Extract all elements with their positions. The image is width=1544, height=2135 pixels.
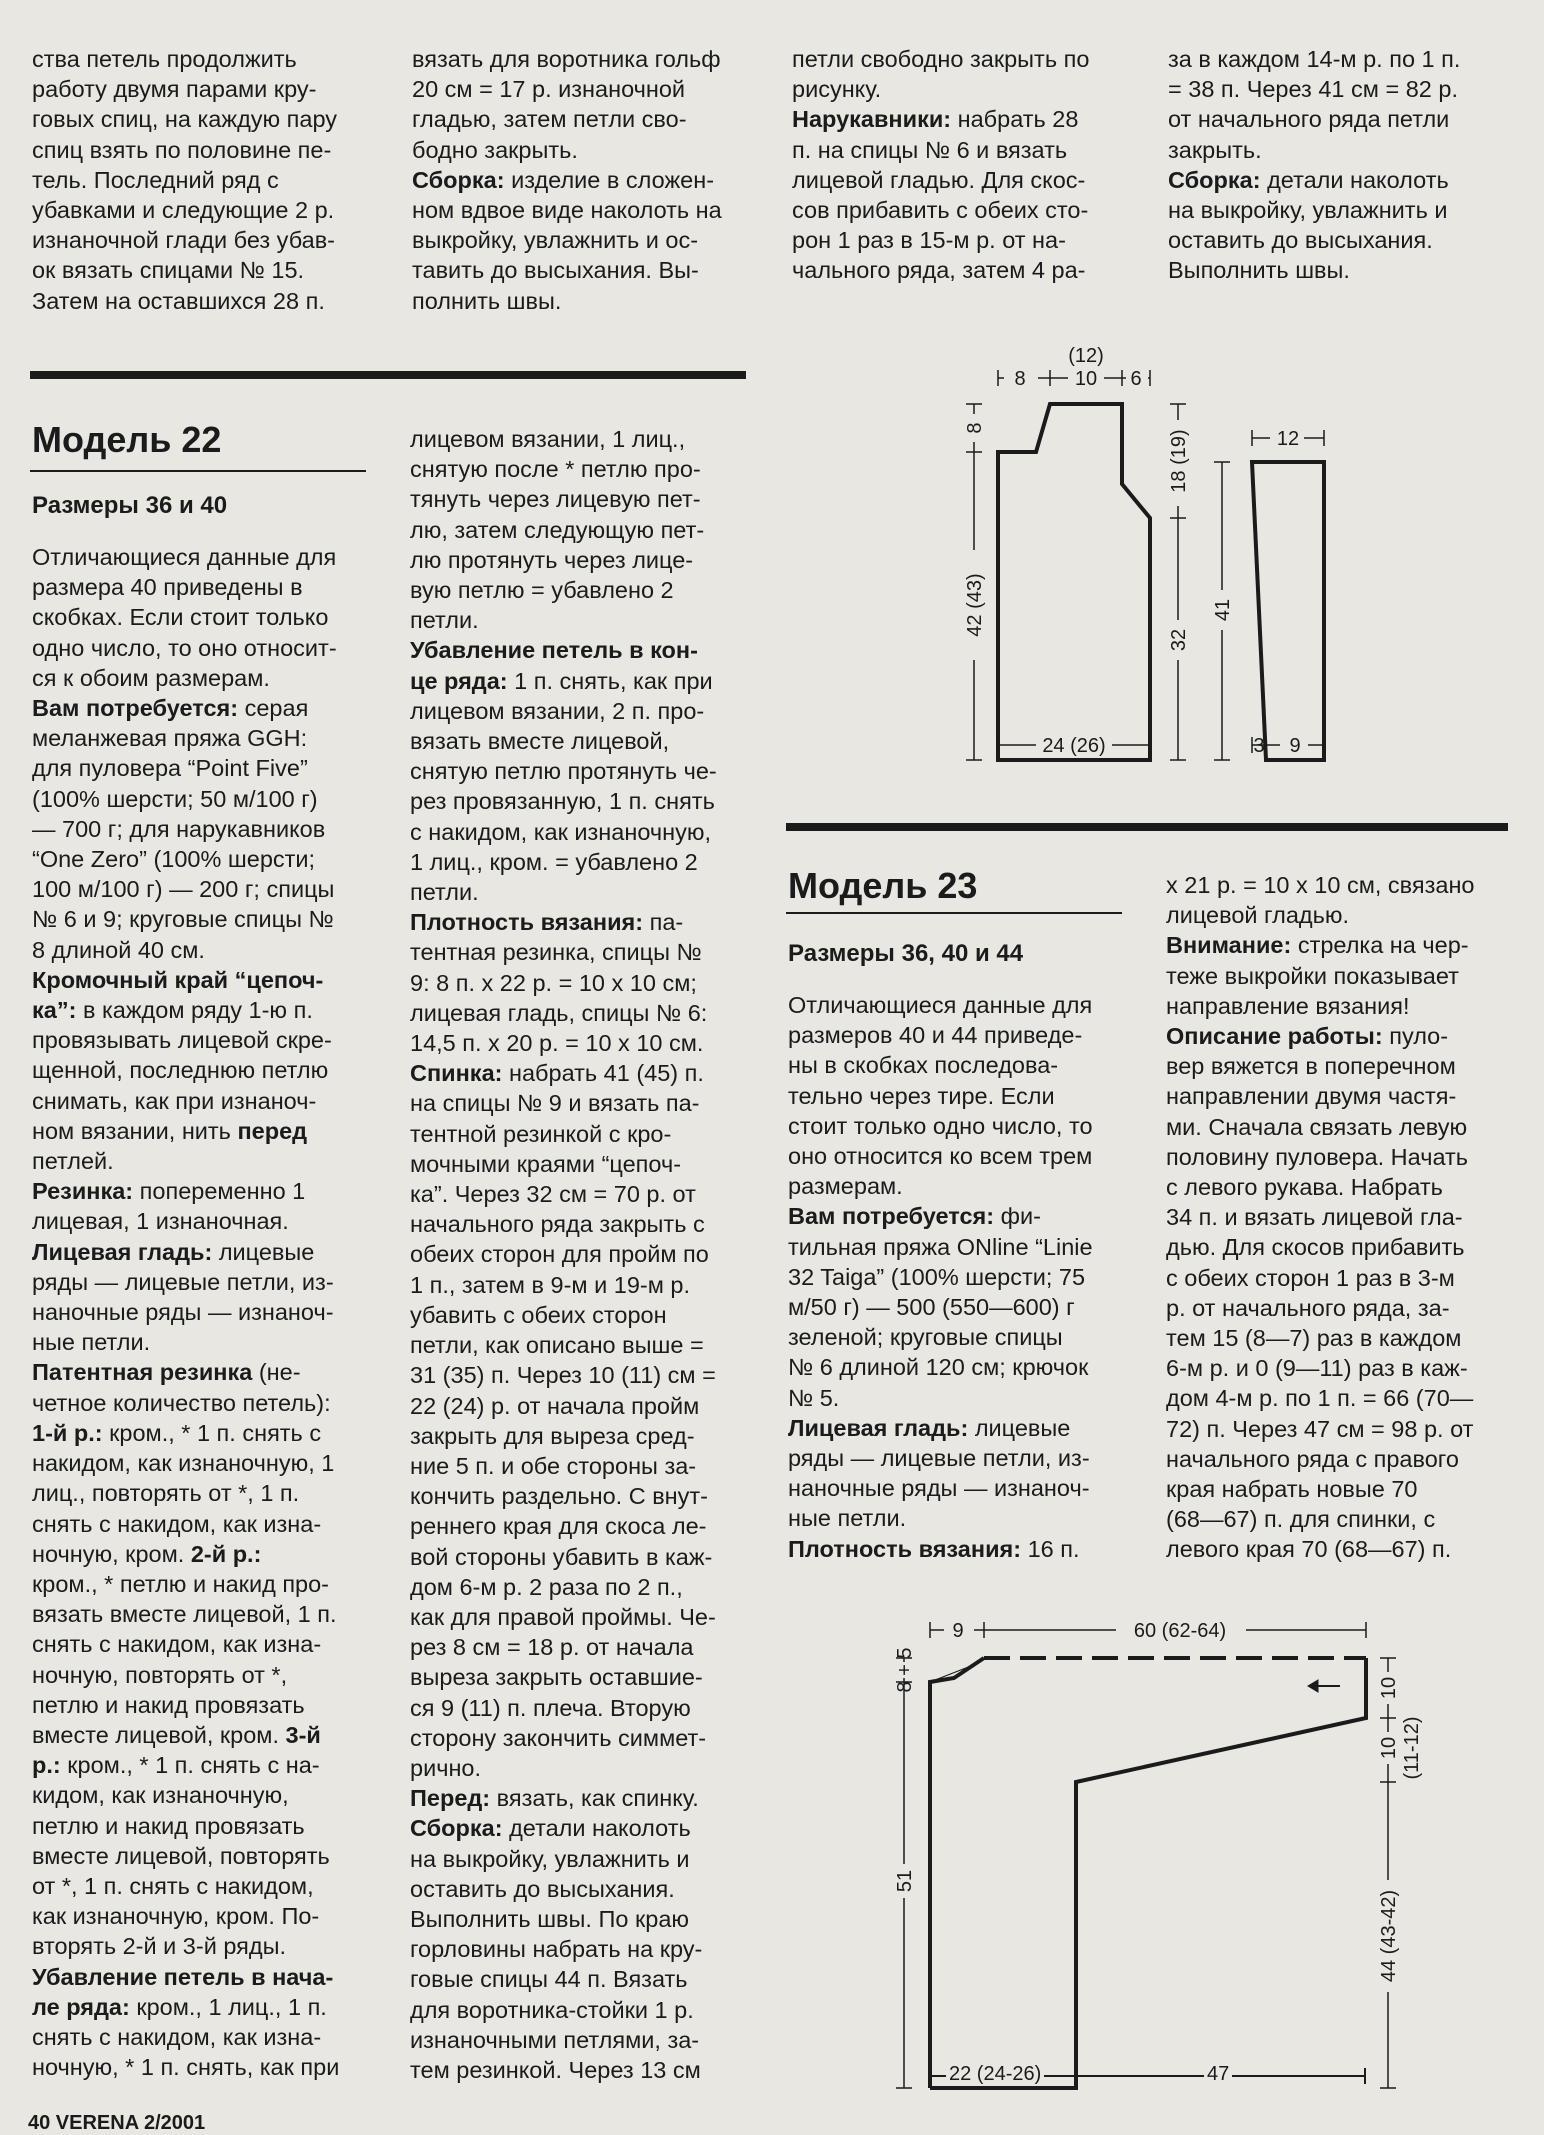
model-23-col-2-line: р. от начального ряда, за- <box>1166 1294 1450 1321</box>
model-22-col-1-line: одно число, то оно относит- <box>32 634 337 661</box>
dim-bottom: 24 (26) <box>1042 735 1106 757</box>
model-22-col-2-line: горловины набрать на кру- <box>410 1936 703 1963</box>
model-23-col-2-line: дом 4-м р. по 1 п. = 66 (70— <box>1166 1385 1474 1412</box>
model-23-col-2-line: х 21 р. = 10 х 10 см, связано <box>1166 872 1475 898</box>
model-22-col-1-line: Убавление петель в нача- <box>32 1963 334 1990</box>
model-22-sizes: Размеры 36 и 40 <box>32 492 228 519</box>
model-23-col-1-line: размеров 40 и 44 приведе- <box>788 1022 1083 1049</box>
model-22-col-2-line: 31 (35) п. Через 10 (11) см = <box>410 1362 716 1389</box>
model-23-col-1-line: ны в скобках последова- <box>788 1052 1059 1079</box>
top-col-3: петли свободно закрыть по рисунку. Нарукавники: набрать 28 п. на спицы № 6 и вязать лицевой гладью. Для скос- сов прибавить с обеих сто- рон 1 раз в 15-м р. от на- чального ряда, затем 4 ра- <box>792 44 1124 286</box>
model-22-col-2-line: тентная резинка, спицы № <box>410 939 702 966</box>
model-22-col-2-line: снятую после * петлю про- <box>410 456 701 483</box>
model-22-col-1-line: меланжевая пряжа GGH: <box>32 725 308 752</box>
dim-sleeve-bottom-b: 9 <box>1289 735 1301 757</box>
model-22-col-1-line: петлю и накид провязать <box>32 1812 305 1839</box>
model-22-col-2-line: Выполнить швы. По краю <box>410 1905 690 1932</box>
model-22-col-2-line: петли, как описано выше = <box>410 1332 704 1359</box>
model-23-col-1-line: ряды — лицевые петли, из- <box>788 1445 1090 1472</box>
model-23-col-1 <box>788 990 1122 1564</box>
model-23-col-1-line: оно относится ко всем трем <box>788 1143 1093 1170</box>
model-23-col-1-line: тельно через тире. Если <box>788 1082 1055 1109</box>
model-22-col-2-line: убавить с обеих сторон <box>410 1301 667 1328</box>
bottom-dim-tick-mid <box>1076 2068 1078 2084</box>
model-23-sizes: Размеры 36, 40 и 44 <box>788 940 1024 967</box>
model-22-col-2-line: тем резинкой. Через 13 см <box>410 2056 701 2083</box>
model-23-col-2-line: направление вязания! <box>1166 992 1410 1019</box>
assembly-label: Сборка: <box>412 166 505 193</box>
dim-bottom-right-23: 47 <box>1204 2063 1232 2086</box>
top-col-1-line: убавками и следующие 2 р. <box>32 197 335 224</box>
dim-bottom-left-23: 22 (24-26) <box>946 2063 1044 2086</box>
model-22-col-1 <box>32 542 364 2082</box>
model-22-col-1-line: ся к обоим размерам. <box>32 664 270 691</box>
body-outline <box>998 404 1150 760</box>
dim-armhole: 18 (19) <box>1168 429 1190 493</box>
top-col-4-line: за в каждом 14-м р. по 1 п. <box>1168 46 1461 72</box>
model-22-col-1-line: вместе лицевой, кром. 3-й <box>32 1721 321 1748</box>
model-22-col-2-line: лицевая гладь, спицы № 6: <box>410 999 708 1026</box>
top-col-3-line: петли свободно закрыть по <box>792 46 1090 72</box>
model-22-col-1-line: щенной, последнюю петлю <box>32 1057 329 1084</box>
wristlets-label: Нарукавники: <box>792 106 952 133</box>
model-23-col-1-line: стоит только одно число, то <box>788 1112 1093 1139</box>
top-col-1 <box>32 44 364 316</box>
model-22-col-1-line: 100 м/100 г) — 200 г; спицы <box>32 876 335 903</box>
bottom-dim-tick-left <box>930 2068 932 2084</box>
model-23-col-2-line: Описание работы: пуло- <box>1166 1023 1449 1050</box>
model-22-col-2-line: закрыть для выреза сред- <box>410 1422 695 1449</box>
top-col-2-line: полнить швы. <box>412 287 562 314</box>
title-underline-23 <box>786 912 1122 914</box>
model-22-col-2-line: петли. <box>410 879 479 906</box>
model-22-col-1-line: Патентная резинка (не- <box>32 1359 301 1386</box>
dim-top-mid: 10 <box>1074 368 1098 390</box>
model-22-col-2-line: вую петлю = убавлено 2 <box>410 577 674 604</box>
title-underline-22 <box>30 470 366 472</box>
top-col-3-line: чального ряда, затем 4 ра- <box>792 257 1086 284</box>
model-22-col-2-line: сторону закончить симмет- <box>410 1724 707 1751</box>
top-col-1-line: ок вязать спицами № 15. <box>32 257 305 284</box>
assembly-label-2: Сборка: <box>1168 166 1261 193</box>
model-23-col-1-line: наночные ряды — изнаноч- <box>788 1475 1090 1502</box>
model-22-col-1-line: р.: кром., * 1 п. снять с на- <box>32 1752 320 1779</box>
model-22-col-2-line: Сборка: детали наколоть <box>410 1815 691 1842</box>
top-col-4-line: оставить до высыхания. <box>1168 227 1433 254</box>
model-22-col-1-line: лицевая, 1 изнаночная. <box>32 1208 289 1235</box>
model-23-col-2-line: лицевой гладью. <box>1166 902 1349 929</box>
dim-right-mid-b-23: (11-12) <box>1401 1716 1423 1780</box>
top-col-2-line: тавить до высыхания. Вы- <box>412 257 699 284</box>
model-23-col-2-line: направлении двумя частя- <box>1166 1083 1457 1110</box>
model-22-col-1-line: ные петли. <box>32 1329 151 1356</box>
model-22-col-2-line: дом 6-м р. 2 раза по 2 п., <box>410 1573 683 1600</box>
dim-top-main-23: 60 (62-64) <box>1133 1620 1227 1642</box>
model-22-col-2-line: ка”. Через 32 см = 70 р. от <box>410 1181 696 1208</box>
model-23-col-2 <box>1166 870 1500 1565</box>
model-23-col-1-line: № 5. <box>788 1384 840 1411</box>
top-col-2-line: вязать для воротника гольф <box>412 46 721 72</box>
model-22-col-1-line: Резинка: попеременно 1 <box>32 1178 306 1205</box>
model-22-col-1-line: кром., * петлю и накид про- <box>32 1570 330 1597</box>
model-22-col-2-line: 1 лиц., кром. = убавлено 2 <box>410 848 698 875</box>
model-23-col-1-line: Плотность вязания: 16 п. <box>788 1535 1080 1562</box>
model-22-col-1-line: накидом, как изнаночную, 1 <box>32 1450 335 1477</box>
model-22-col-2-line: реннего края для скоса ле- <box>410 1513 707 1540</box>
top-col-3-line: сов прибавить с обеих сто- <box>792 197 1089 224</box>
top-col-1-line: спиц взять по половине пе- <box>32 136 332 163</box>
model-23-col-1-line: ные петли. <box>788 1505 907 1532</box>
model-23-col-1-line: м/50 г) — 500 (550—600) г <box>788 1294 1075 1321</box>
model-23-col-1-line: зеленой; круговые спицы <box>788 1324 1063 1351</box>
model-22-col-2-line: оставить до высыхания. <box>410 1875 675 1902</box>
model-22-col-1-line: Отличающиеся данные для <box>32 544 337 570</box>
model-22-col-1-line: четное количество петель): <box>32 1389 331 1416</box>
model-22-col-2-line: кончить раздельно. С внут- <box>410 1483 708 1510</box>
model-22-col-2-line: начального ряда закрыть с <box>410 1211 705 1238</box>
top-col-1-line: ства петель продолжить <box>32 46 297 72</box>
model-22-col-1-line: вторять 2-й и 3-й ряды. <box>32 1933 287 1960</box>
model-22-col-1-line: ночную, повторять от *, <box>32 1661 288 1688</box>
model-22-col-2-line: тянуть через лицевую пет- <box>410 486 701 513</box>
model-23-col-1-line: № 6 длиной 120 см; крючок <box>788 1354 1089 1381</box>
model-22-col-1-line: вязать вместе лицевой, 1 п. <box>32 1601 337 1628</box>
model-22-col-1-line: Лицевая гладь: лицевые <box>32 1238 315 1265</box>
model-22-col-2-line: тентной резинкой с кро- <box>410 1120 672 1147</box>
model-22-col-2-line: вязать вместе лицевой, <box>410 728 670 755</box>
dim-right-bottom-23: 44 (43-42) <box>1378 1889 1400 1983</box>
model-22-col-1-line: скобках. Если стоит только <box>32 604 329 631</box>
model-23-col-2-line: (68—67) п. для спинки, с <box>1166 1506 1436 1533</box>
model-22-col-2-line: Спинка: набрать 41 (45) п. <box>410 1060 704 1087</box>
model-23-pattern-schema <box>890 1608 1430 2108</box>
model-22-col-1-line: № 6 и 9; круговые спицы № <box>32 906 334 933</box>
model-22-col-2-line: лицевом вязании, 1 лиц., <box>410 426 686 452</box>
top-col-1-line: работу двумя парами кру- <box>32 76 317 103</box>
model-23-col-1-line: Вам потребуется: фи- <box>788 1203 1041 1230</box>
model-22-col-2-line: Плотность вязания: па- <box>410 909 684 936</box>
model-22-col-1-line: от *, 1 п. снять с накидом, <box>32 1872 314 1899</box>
model-23-col-2-line: Внимание: стрелка на чер- <box>1166 932 1469 959</box>
model-22-col-2-line: вой стороны убавить в каж- <box>410 1543 713 1570</box>
dim-top-left-23: 9 <box>952 1620 964 1642</box>
model-22-col-2-line: лицевом вязании, 2 п. про- <box>410 697 705 724</box>
model-22-col-1-line: (100% шерсти; 50 м/100 г) <box>32 785 318 812</box>
section-rule-23 <box>786 823 1508 831</box>
top-col-2-line: 20 см = 17 р. изнаночной <box>412 76 686 103</box>
top-col-2-line: бодно закрыть. <box>412 136 578 163</box>
model-22-col-2-line: на выкройку, увлажнить и <box>410 1845 690 1872</box>
model-22-col-1-line: размера 40 приведены в <box>32 574 303 601</box>
dim-top-left: 8 <box>1014 368 1026 390</box>
model-22-col-1-line: 1-й р.: кром., * 1 п. снять с <box>32 1419 322 1446</box>
model-22-col-2-line: рично. <box>410 1754 482 1781</box>
dim-left-top-23: 8 + 5 <box>894 1647 916 1693</box>
model-22-col-1-line: 8 длиной 40 см. <box>32 936 205 963</box>
model-22-title: Модель 22 <box>32 419 222 460</box>
model-22-col-2-line: с накидом, как изнаночную, <box>410 818 712 845</box>
top-col-1-line: говых спиц, на каждую пару <box>32 106 338 133</box>
top-col-4-line: на выкройку, увлажнить и <box>1168 197 1448 224</box>
model-22-pattern-schema <box>950 340 1510 780</box>
model-22-col-2-line: снятую петлю протянуть че- <box>410 758 717 785</box>
top-col-4-line: от начального ряда петли <box>1168 106 1450 133</box>
dim-top-paren: (12) <box>1068 345 1104 367</box>
model-22-col-1-line: ночную, * 1 п. снять, как при <box>32 2054 340 2081</box>
model-23-col-1-line: тильная пряжа ONline “Linie <box>788 1233 1093 1260</box>
model-23-col-2-line: с левого рукава. Набрать <box>1166 1174 1443 1201</box>
dim-left-main-23: 51 <box>894 1869 916 1893</box>
model-22-col-1-line: провязывать лицевой скре- <box>32 1027 332 1054</box>
model-22-col-1-line: вместе лицевой, повторять <box>32 1842 330 1869</box>
top-col-4-line: закрыть. <box>1168 136 1262 163</box>
model-22-col-1-line: для пуловера “Point Five” <box>32 755 308 782</box>
model-22-col-1-line: петлей. <box>32 1148 114 1175</box>
model-23-col-2-line: 6-м р. и 0 (9—11) раз в каж- <box>1166 1355 1468 1382</box>
model-23-title: Модель 23 <box>788 865 978 906</box>
model-22-col-1-line: ном вязании, нить перед <box>32 1117 308 1144</box>
model-22-col-2-line: 1 п., затем в 9-м и 19-м р. <box>410 1271 690 1298</box>
top-col-1-line: изнаночной глади без убав- <box>32 227 335 254</box>
top-col-3-line: рон 1 раз в 15-м р. от на- <box>792 227 1066 254</box>
dim-right-top-23: 10 <box>1378 1676 1400 1700</box>
dim-top-right: 6 <box>1130 368 1142 390</box>
model-22-col-2-line: мочными краями “цепоч- <box>410 1150 682 1177</box>
page-footer: 40 VERENA 2/2001 <box>28 2112 206 2134</box>
model-22-col-2-line: лю, затем следующую пет- <box>410 516 705 543</box>
model-23-col-1-line: размерам. <box>788 1173 903 1200</box>
top-col-2: вязать для воротника гольф 20 см = 17 р. изнаночной гладью, затем петли сво- бодно закрыть. Сборка: изделие в сложен- ном вдвое виде наколоть на выкройку, увлажнить и ос- тавить до высыхания. Вы- полнить швы. <box>412 44 744 316</box>
model-23-col-2-line: половину пуловера. Начать <box>1166 1143 1469 1170</box>
top-col-3-line: лицевой гладью. Для скос- <box>792 166 1086 193</box>
model-22-col-2-line: рез провязанную, 1 п. снять <box>410 788 715 815</box>
model-22-col-1-line: Кромочный край “цепоч- <box>32 966 324 993</box>
top-col-4-line: Выполнить швы. <box>1168 257 1350 284</box>
model-22-col-2-line: изнаночными петлями, за- <box>410 2026 700 2053</box>
model-22-col-2-line: говые спицы 44 п. Вязать <box>410 1966 688 1993</box>
model-22-col-1-line: ка”: в каждом ряду 1-ю п. <box>32 997 313 1024</box>
model-23-col-2-line: края набрать новые 70 <box>1166 1476 1418 1503</box>
top-col-3-line: п. на спицы № 6 и вязать <box>792 136 1068 163</box>
model-22-col-1-line: снять с накидом, как изна- <box>32 1510 322 1537</box>
model-23-col-2-line: с обеих сторон 1 раз в 3-м <box>1166 1264 1455 1291</box>
model-23-col-1-line: Лицевая гладь: лицевые <box>788 1414 1071 1441</box>
model-22-col-2-line: ся 9 (11) п. плеча. Вторую <box>410 1694 691 1721</box>
dim-right-mid-23: 10 <box>1378 1736 1400 1760</box>
model-22-col-2-line: рез 8 см = 18 р. от начала <box>410 1634 694 1661</box>
model-22-col-2-line: Перед: вязать, как спинку. <box>410 1785 699 1812</box>
model-22-col-2-line: на спицы № 9 и вязать па- <box>410 1090 700 1117</box>
model-22-col-1-line: кидом, как изнаночную, <box>32 1782 289 1809</box>
model-22-col-2-line: как для правой проймы. Че- <box>410 1603 716 1630</box>
model-22-col-1-line: Вам потребуется: серая <box>32 695 309 722</box>
model-23-col-2-line: ми. Сначала связать левую <box>1166 1113 1468 1140</box>
model-23-col-2-line: левого края 70 (68—67) п. <box>1166 1536 1452 1563</box>
model-23-col-2-line: теже выкройки показывает <box>1166 962 1459 989</box>
model-22-col-2-line: 22 (24) р. от начала пройм <box>410 1392 700 1419</box>
model-23-col-2-line: 34 п. и вязать лицевой гла- <box>1166 1204 1463 1231</box>
model-22-col-1-line: “One Zero” (100% шерсти; <box>32 846 316 873</box>
top-col-3-line: рисунку. <box>792 76 882 103</box>
model-22-col-1-line: петлю и накид провязать <box>32 1691 305 1718</box>
model-23-col-1-line: Отличающиеся данные для <box>788 992 1093 1018</box>
model-22-col-2 <box>410 424 744 2085</box>
model-22-col-1-line: ряды — лицевые петли, из- <box>32 1268 334 1295</box>
model-22-col-2-line: 14,5 п. х 20 р. = 10 х 10 см. <box>410 1030 704 1057</box>
sleeve-outline <box>1252 462 1324 760</box>
dim-sleeve-height: 41 <box>1212 598 1234 622</box>
model-22-col-2-line: Убавление петель в кон- <box>410 637 698 664</box>
dim-sleeve-top: 12 <box>1276 428 1300 450</box>
model-23-col-2-line: начального ряда с правого <box>1166 1445 1459 1472</box>
top-col-1-line: Затем на оставшихся 28 п. <box>32 287 325 314</box>
direction-arrow <box>1308 1680 1318 1692</box>
dim-side: 32 <box>1168 628 1190 652</box>
model-23-col-2-line: тем 15 (8—7) раз в каждом <box>1166 1325 1462 1352</box>
dim-left-top: 8 <box>964 422 986 434</box>
top-col-2-line: гладью, затем петли сво- <box>412 106 687 133</box>
model-23-col-2-line: 72) п. Через 47 см = 98 р. от <box>1166 1415 1474 1442</box>
model-22-col-1-line: наночные ряды — изнаноч- <box>32 1299 334 1326</box>
model-22-col-2-line: обеих сторон для пройм по <box>410 1241 709 1268</box>
model-22-col-1-line: снять с накидом, как изна- <box>32 1631 322 1658</box>
model-22-col-2-line: для воротника-стойки 1 р. <box>410 1996 694 2023</box>
model-22-col-1-line: — 700 г; для нарукавников <box>32 815 326 842</box>
model-23-col-2-line: вер вяжется в поперечном <box>1166 1053 1456 1080</box>
model-22-col-2-line: выреза закрыть оставшие- <box>410 1664 703 1691</box>
model-22-col-2-line: ние 5 п. и обе стороны за- <box>410 1452 697 1479</box>
dim-left-body: 42 (43) <box>964 573 986 637</box>
model-22-col-1-line: ночную, кром. 2-й р.: <box>32 1540 262 1567</box>
model-23-col-1-line: 32 Taiga” (100% шерсти; 75 <box>788 1263 1086 1290</box>
model-22-col-2-line: лю протянуть через лице- <box>410 546 694 573</box>
model-22-col-1-line: ле ряда: кром., 1 лиц., 1 п. <box>32 1993 327 2020</box>
model-22-col-2-line: 9: 8 п. х 22 р. = 10 х 10 см; <box>410 969 697 996</box>
model-22-col-1-line: лиц., повторять от *, 1 п. <box>32 1480 300 1507</box>
top-col-4-line: = 38 п. Через 41 см = 82 р. <box>1168 76 1458 103</box>
dim-sleeve-bottom-a: 3 <box>1253 735 1265 757</box>
model-22-col-1-line: как изнаночную, кром. По- <box>32 1903 320 1930</box>
model-22-col-1-line: снимать, как при изнаноч- <box>32 1087 317 1114</box>
top-col-2-line: ном вдвое виде наколоть на <box>412 197 722 224</box>
top-col-4: за в каждом 14-м р. по 1 п. = 38 п. Через 41 см = 82 р. от начального ряда петли закрыть. Сборка: детали наколоть на выкройку, увлажнить и оставить до высыхания. Выполнить швы. <box>1168 44 1500 286</box>
bottom-dim-tick-right <box>1364 2068 1366 2084</box>
model-22-col-2-line: це ряда: 1 п. снять, как при <box>410 667 713 694</box>
model-23-col-2-line: дью. Для скосов прибавить <box>1166 1234 1465 1261</box>
section-rule-22 <box>30 371 746 379</box>
top-col-2-line: выкройку, увлажнить и ос- <box>412 227 699 254</box>
model-22-col-2-line: петли. <box>410 607 479 634</box>
top-col-1-line: тель. Последний ряд с <box>32 166 279 193</box>
model-22-col-1-line: снять с накидом, как изна- <box>32 2023 322 2050</box>
